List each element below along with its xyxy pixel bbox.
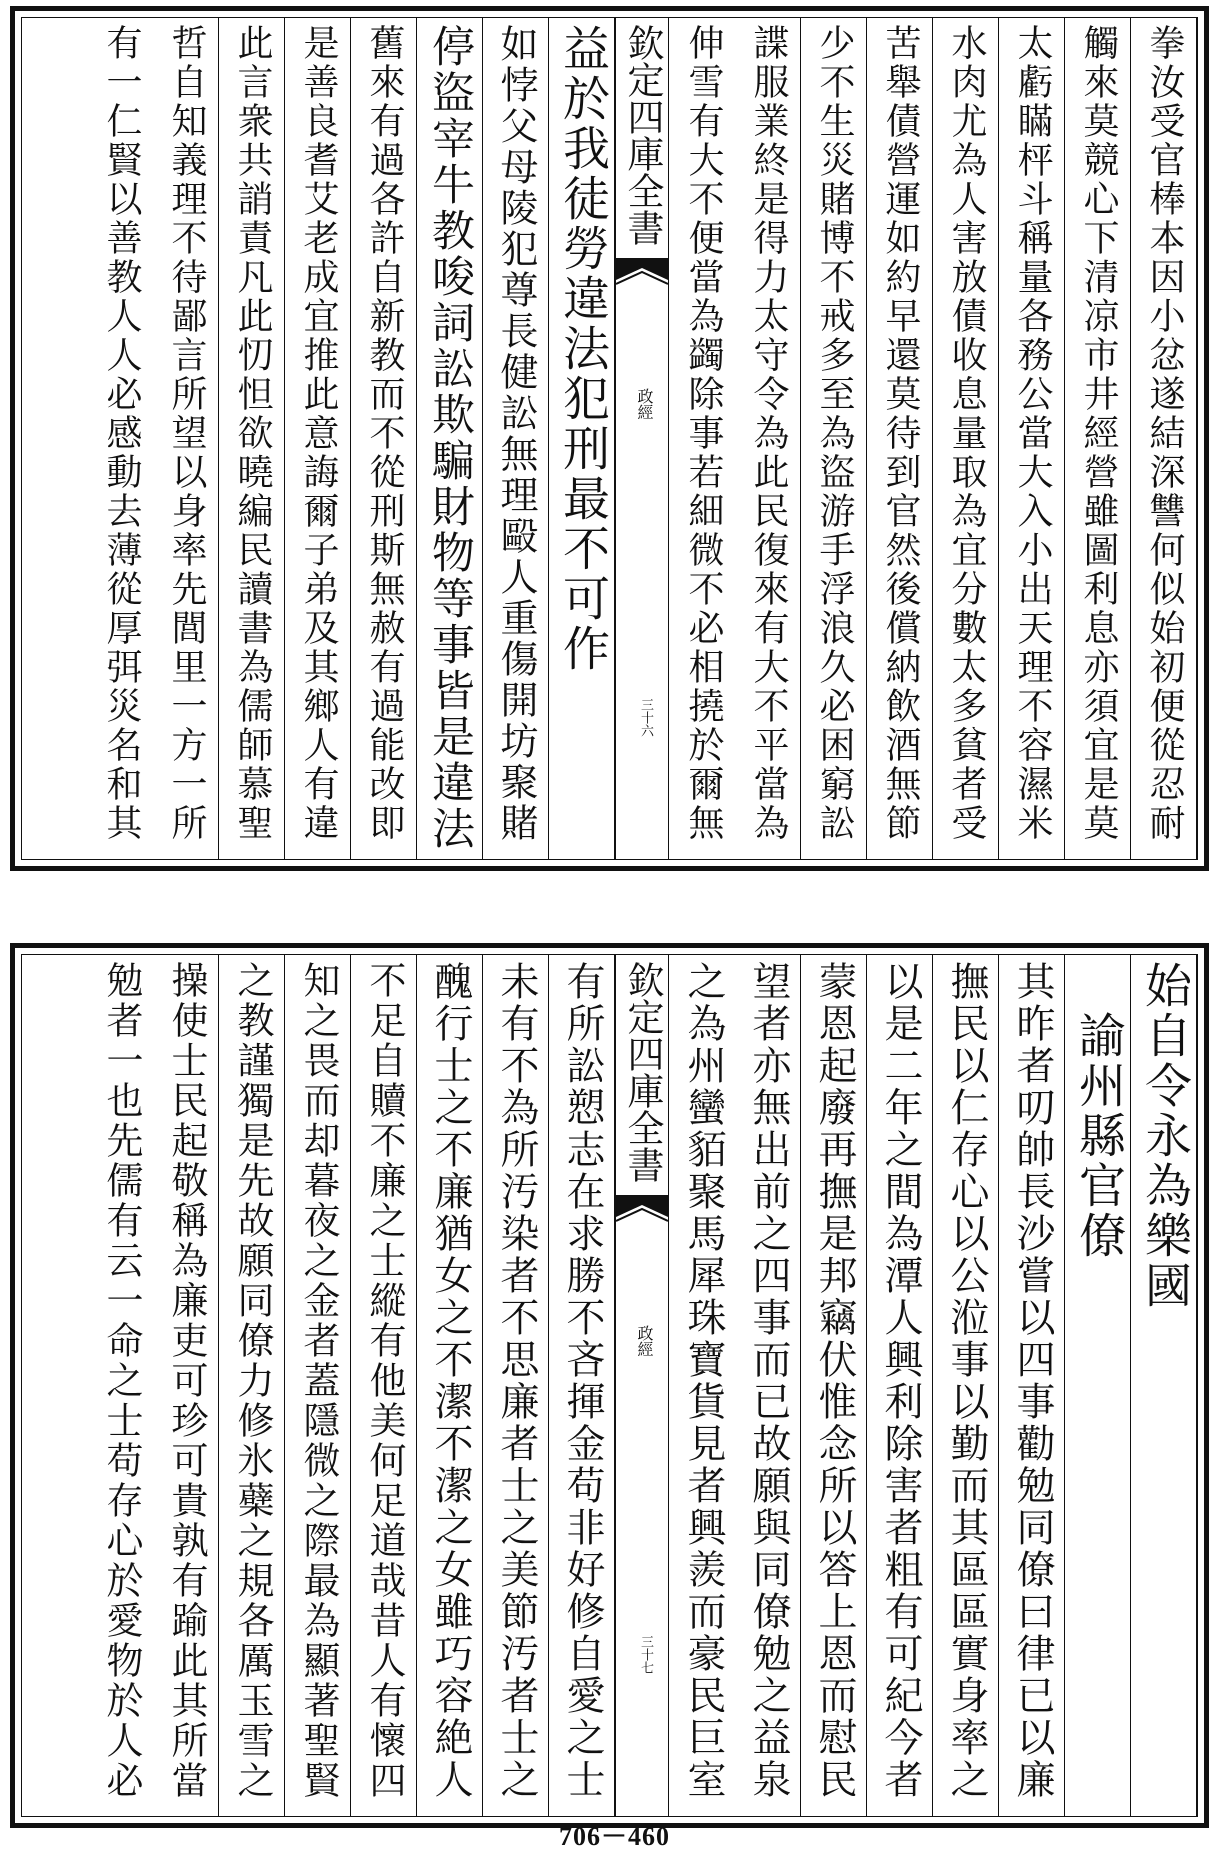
column-text: 觸來莫競心下清凉市井經營雖圖利息亦須宜是莫 xyxy=(1078,24,1119,843)
column-text: 益於我徒勞違法犯刑最不可作 xyxy=(555,24,610,674)
text-column xyxy=(671,955,735,1816)
text-column xyxy=(484,955,549,1816)
text-column xyxy=(736,18,801,859)
leaf-number: 三十六 xyxy=(638,698,653,737)
column-text: 哲自知義理不待鄙言所望以身率先閭里一方一所 xyxy=(166,24,207,843)
text-column xyxy=(418,955,483,1816)
text-column xyxy=(286,955,351,1816)
text-column xyxy=(154,18,219,859)
column-text: 如悖父母陵犯尊長健訟無理毆人重傷開坊聚賭 xyxy=(494,24,538,844)
text-column xyxy=(934,18,999,859)
fishtail-mark-icon xyxy=(616,1195,668,1245)
column-text: 其昨者叨帥長沙嘗以四事勸勉同僚曰律已以廉 xyxy=(1010,961,1055,1801)
text-column xyxy=(802,955,867,1816)
column-text: 蒙恩起廢再撫是邦竊伏惟念所以答上恩而慰民 xyxy=(812,961,857,1801)
column-text: 諜服業終是得力太守令為此民復來有大不平當為 xyxy=(748,24,789,843)
upper-page-frame xyxy=(10,6,1209,871)
column-text: 停盜宰牛教唆詞訟欺騙財物等事皆是違法 xyxy=(425,24,475,852)
column-text: 不足自贖不廉之士縱有他美何足道哉昔人有懷四 xyxy=(363,961,406,1801)
text-column xyxy=(934,955,999,1816)
column-text: 始自令永為樂國 xyxy=(1137,961,1192,1311)
column-text: 望者亦無出前之四事而已故願與同僚勉之益泉 xyxy=(746,961,791,1801)
text-column xyxy=(868,18,933,859)
lower-page-text-block xyxy=(21,954,1198,1817)
center-gutter xyxy=(615,18,669,859)
book-title: 欽定四庫全書 xyxy=(621,24,664,246)
text-column xyxy=(736,955,801,1816)
section-label: 政經 xyxy=(635,1325,654,1357)
column-text: 有一仁賢以善教人人必感動去薄從厚弭災名和其 xyxy=(101,24,142,843)
text-column xyxy=(671,18,735,859)
text-column xyxy=(868,955,933,1816)
column-text: 是善良耆艾老成宜推此意誨爾子弟及其鄉人有違 xyxy=(298,24,339,843)
leaf-number: 三十七 xyxy=(638,1635,653,1674)
column-text: 以是二年之間為潭人興利除害者粗有可紀今者 xyxy=(878,961,923,1801)
column-text: 未有不為所汚染者不思廉者士之美節汚者士之 xyxy=(494,961,539,1801)
column-text: 之為州蠻貊聚馬犀珠寶貨見者興羨而豪民巨室 xyxy=(681,961,726,1801)
column-text: 勉者一也先儒有云一命之士苟存心於愛物於人必 xyxy=(100,961,143,1801)
column-text: 太虧瞞枰斗稱量各務公當大入小出天理不容濕米 xyxy=(1012,24,1053,843)
column-text: 水肉尤為人害放債收息量取為宜分數太多貧者受 xyxy=(946,24,987,843)
text-column xyxy=(352,955,417,1816)
text-column xyxy=(1132,955,1197,1816)
column-text: 醜行士之不廉猶女之不潔不潔之女雖巧容絶人 xyxy=(428,961,473,1801)
column-text: 之教謹獨是先故願同僚力修氷蘗之規各厲玉雪之 xyxy=(231,961,274,1801)
book-title: 欽定四庫全書 xyxy=(621,961,664,1183)
column-text: 伸雪有大不便當為蠲除事若細微不必相撓於爾無 xyxy=(683,24,724,843)
upper-page-text-block xyxy=(21,17,1198,860)
column-text: 知之畏而却暮夜之金者蓋隱微之際最為顯著聖賢 xyxy=(297,961,340,1801)
text-column xyxy=(220,18,285,859)
text-column xyxy=(286,18,351,859)
column-text: 操使士民起敬稱為廉吏可珍可貴孰有踰此其所當 xyxy=(165,961,208,1801)
text-column xyxy=(352,18,417,859)
text-column xyxy=(802,18,867,859)
text-column xyxy=(1066,955,1131,1816)
text-column xyxy=(89,955,153,1816)
column-text: 少不生災賭博不戒多至為盜游手浮浪久必困窮訟 xyxy=(814,24,855,843)
column-text: 舊來有過各許自新教而不從刑斯無赦有過能改即 xyxy=(364,24,405,843)
fishtail-mark-icon xyxy=(616,258,668,308)
text-column xyxy=(418,18,483,859)
text-column xyxy=(89,18,153,859)
text-column xyxy=(484,18,549,859)
text-column xyxy=(1000,18,1065,859)
text-column xyxy=(220,955,285,1816)
upper-page xyxy=(0,0,1229,923)
text-column xyxy=(154,955,219,1816)
column-text: 諭州縣官僚 xyxy=(1071,961,1126,1261)
text-column xyxy=(1000,955,1065,1816)
page-footer-number: 706－460 xyxy=(558,1822,670,1851)
column-text: 撫民以仁存心以公涖事以勤而其區區實身率之 xyxy=(944,961,989,1801)
column-text: 此言衆共誚責凡此忉怛欲曉編民讀書為儒師慕聖 xyxy=(232,24,273,843)
center-gutter xyxy=(615,955,669,1816)
text-column xyxy=(550,18,615,859)
column-text: 苦舉債營運如約早還莫待到官然後償納飲酒無節 xyxy=(880,24,921,843)
lower-page-frame xyxy=(10,943,1209,1828)
text-column xyxy=(1066,18,1131,859)
text-column xyxy=(1132,18,1197,859)
column-text: 拳汝受官棒本因小忿遂結深讐何似始初便從忍耐 xyxy=(1144,24,1185,843)
text-column xyxy=(550,955,615,1816)
lower-page xyxy=(0,923,1229,1846)
column-text: 有所訟愬志在求勝不吝揮金苟非好修自愛之士 xyxy=(560,961,605,1801)
section-label: 政經 xyxy=(635,388,654,420)
